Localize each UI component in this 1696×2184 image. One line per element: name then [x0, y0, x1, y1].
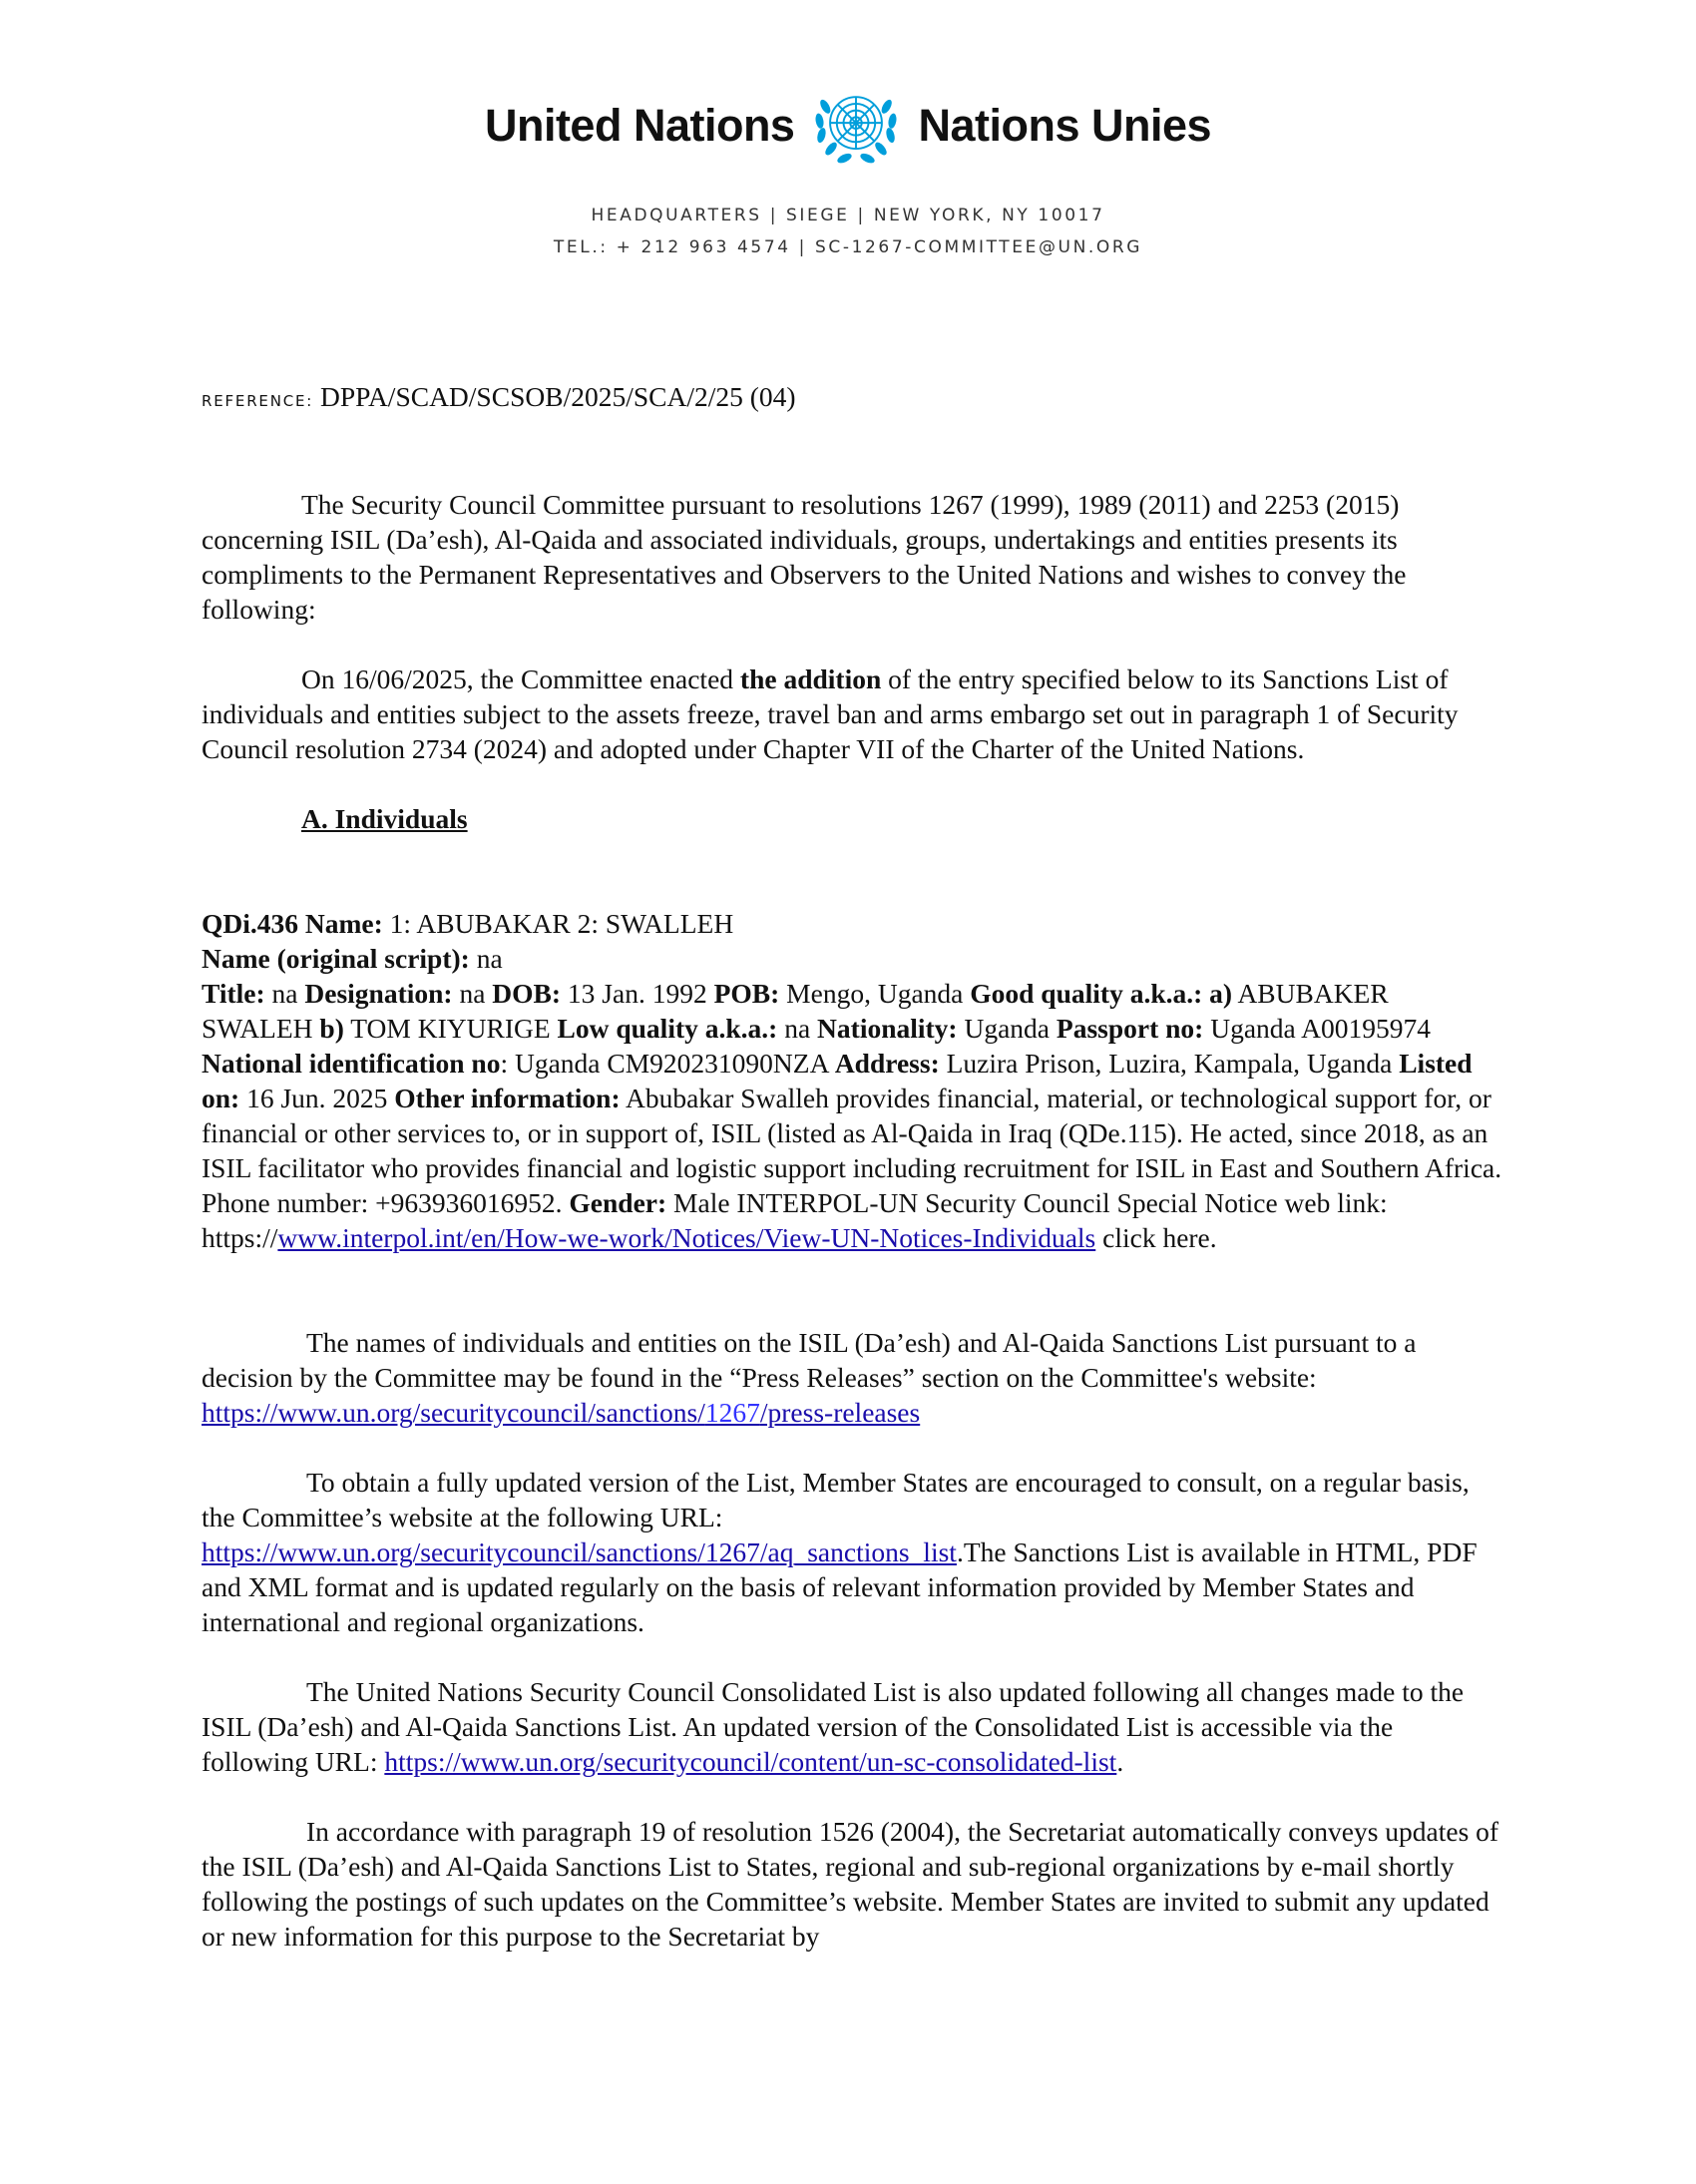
interpol-notice-link[interactable]: www.interpol.int/en/How-we-work/Notices/View-UN-Notices-Individuals: [277, 1222, 1096, 1253]
sanctions-list-link[interactable]: https://www.un.org/securitycouncil/sanctions/1267/aq_sanctions_list: [202, 1536, 957, 1567]
section-heading-individuals: A. Individuals: [301, 803, 468, 834]
entry-low-aka-label: Low quality a.k.a.:: [557, 1013, 778, 1044]
consolidated-list-link[interactable]: https://www.un.org/securitycouncil/content/un-sc-consolidated-list: [384, 1746, 1117, 1777]
un-emblem-icon: [808, 78, 904, 174]
reference-line: [202, 379, 1503, 419]
press-releases-link[interactable]: [202, 1397, 920, 1428]
entry-dob-label: DOB:: [492, 978, 562, 1009]
entry-name-value: 1: ABUBAKAR 2: SWALLEH: [389, 908, 734, 939]
intro-paragraph: The Security Council Committee pursuant to resolutions 1267 (1999), 1989 (2011) and 2253 (2015) concerning ISIL (Da’esh), Al-Qaida and associated individuals, groups, undertakings and entities presents its compliments to the Permanent Representatives and Observers to the United Nations and wishes to convey the following:: [202, 489, 1407, 625]
addition-emphasis: the addition: [739, 663, 882, 694]
reference-value: DPPA/SCAD/SCSOB/2025/SCA/2/25 (04): [320, 381, 796, 412]
entry-good-aka-marker-b: b): [319, 1013, 344, 1044]
entry-good-aka-b: TOM KIYURIGE: [350, 1013, 551, 1044]
org-name-en: United Nations: [484, 100, 795, 151]
letterhead: [0, 78, 1696, 263]
entry-national-id-value: : Uganda CM920231090NZA: [500, 1048, 828, 1079]
entry-other-info-label: Other information:: [394, 1083, 621, 1113]
hq-contact-line: TEL.: + 212 963 4574 | SC-1267-COMMITTEE@UN.ORG: [553, 237, 1143, 257]
entry-other-info-value: Abubakar Swalleh provides financial, material, or technological support for, or financial or other services to, or in support of, ISIL (listed as Al-Qaida in Iraq (QDe.115). He acted, since 2018, as an ISIL facilitator who provides financial and logistic support including recruitment for ISIL in East and Southern Africa. Phone number: +963936016952.: [202, 1083, 1502, 1218]
consolidated-list-after: .: [1116, 1746, 1124, 1777]
spacer: [202, 1255, 1503, 1325]
entry-pob-label: POB:: [713, 978, 780, 1009]
press-link-part-a: https://www.un.org/securitycouncil/sanctions/: [202, 1397, 705, 1428]
addition-text-pre: On 16/06/2025, the Committee enacted: [301, 663, 740, 694]
press-link-part-num: 1267: [704, 1397, 760, 1428]
entry-good-aka-marker-a: a): [1209, 978, 1233, 1009]
org-name-fr: Nations Unies: [918, 100, 1212, 151]
sanctions-entry: [202, 906, 1503, 1255]
entry-id: QDi.436: [202, 908, 299, 939]
entry-original-script-value: na: [476, 943, 503, 974]
entry-passport-label: Passport no:: [1056, 1013, 1204, 1044]
sanctions-list-after: .The Sanctions List is available in HTML, PDF and XML format and is updated regularly on the basis of relevant information provided by Member States and international and regional organizations.: [202, 1536, 1478, 1637]
entry-original-script-label: Name (original script):: [202, 943, 470, 974]
entry-address-value: Luzira Prison, Luzira, Kampala, Uganda: [946, 1048, 1393, 1079]
letter-body: [202, 379, 1503, 1954]
entry-gender-label: Gender:: [569, 1187, 667, 1218]
entry-pob-value: Mengo, Uganda: [786, 978, 964, 1009]
entry-nationality-label: Nationality:: [817, 1013, 958, 1044]
entry-address-label: Address:: [834, 1048, 940, 1079]
press-link-part-b: /press-releases: [759, 1397, 921, 1428]
hq-address-line: HEADQUARTERS | SIEGE | NEW YORK, NY 10017: [591, 206, 1105, 225]
entry-title-value: na: [271, 978, 298, 1009]
sanctions-list-paragraph: [202, 1465, 1503, 1639]
entry-listed-on-value: 16 Jun. 2025: [246, 1083, 388, 1113]
entry-nationality-value: Uganda: [964, 1013, 1051, 1044]
entry-low-aka-value: na: [784, 1013, 811, 1044]
entry-name-label: Name:: [304, 908, 383, 939]
entry-good-aka-a: ABUBAKER SWALEH: [202, 978, 1389, 1044]
addition-text-post: of the entry specified below to its Sanctions List of individuals and entities subject to the assets freeze, travel ban and arms embargo set out in paragraph 1 of Security Council resolution 2734 (2024) and adopted under Chapter VII of the Charter of the United Nations.: [202, 663, 1459, 764]
brand-line: [0, 78, 1696, 174]
press-releases-text: The names of individuals and entities on the ISIL (Da’esh) and Al-Qaida Sanctions List pursuant to a decision by the Committee may be found in the “Press Releases” section on the Committee's website:: [202, 1327, 1417, 1393]
entry-designation-value: na: [459, 978, 486, 1009]
consolidated-list-text: The United Nations Security Council Consolidated List is also updated following all changes made to the ISIL (Da’esh) and Al-Qaida Sanctions List. An updated version of the Consolidated List is accessible via the following URL:: [202, 1676, 1465, 1777]
reference-label: REFERENCE:: [202, 392, 314, 410]
sanctions-list-text: To obtain a fully updated version of the List, Member States are encouraged to consult, on a regular basis, the Committee’s website at the following URL:: [202, 1467, 1470, 1532]
entry-dob-value: 13 Jan. 1992: [567, 978, 707, 1009]
press-releases-paragraph: [202, 1325, 1503, 1430]
consolidated-list-paragraph: [202, 1674, 1503, 1779]
entry-gender-value: Male INTERPOL-UN Security Council Special Notice web link:: [673, 1187, 1388, 1218]
entry-listed-on-label: Listed on:: [202, 1048, 1473, 1113]
interpol-link-suffix: click here.: [1095, 1222, 1217, 1253]
accordance-paragraph: In accordance with paragraph 19 of resolution 1526 (2004), the Secretariat automatically conveys updates of the ISIL (Da’esh) and Al-Qaida Sanctions List to States, regional and sub-regional organizations by e-mail shortly following the postings of such updates on the Committee’s website. Member States are invited to submit any updated or new information for this purpose to the Secretariat by: [202, 1816, 1499, 1952]
addition-paragraph: [202, 661, 1503, 766]
entry-title-label: Title:: [202, 978, 265, 1009]
entry-national-id-label: National identification no: [202, 1048, 501, 1079]
hq-info: [0, 200, 1696, 263]
interpol-link-prefix: https://: [202, 1222, 278, 1253]
entry-good-aka-label: Good quality a.k.a.:: [970, 978, 1203, 1009]
entry-passport-value: Uganda A00195974: [1210, 1013, 1431, 1044]
entry-designation-label: Designation:: [304, 978, 453, 1009]
